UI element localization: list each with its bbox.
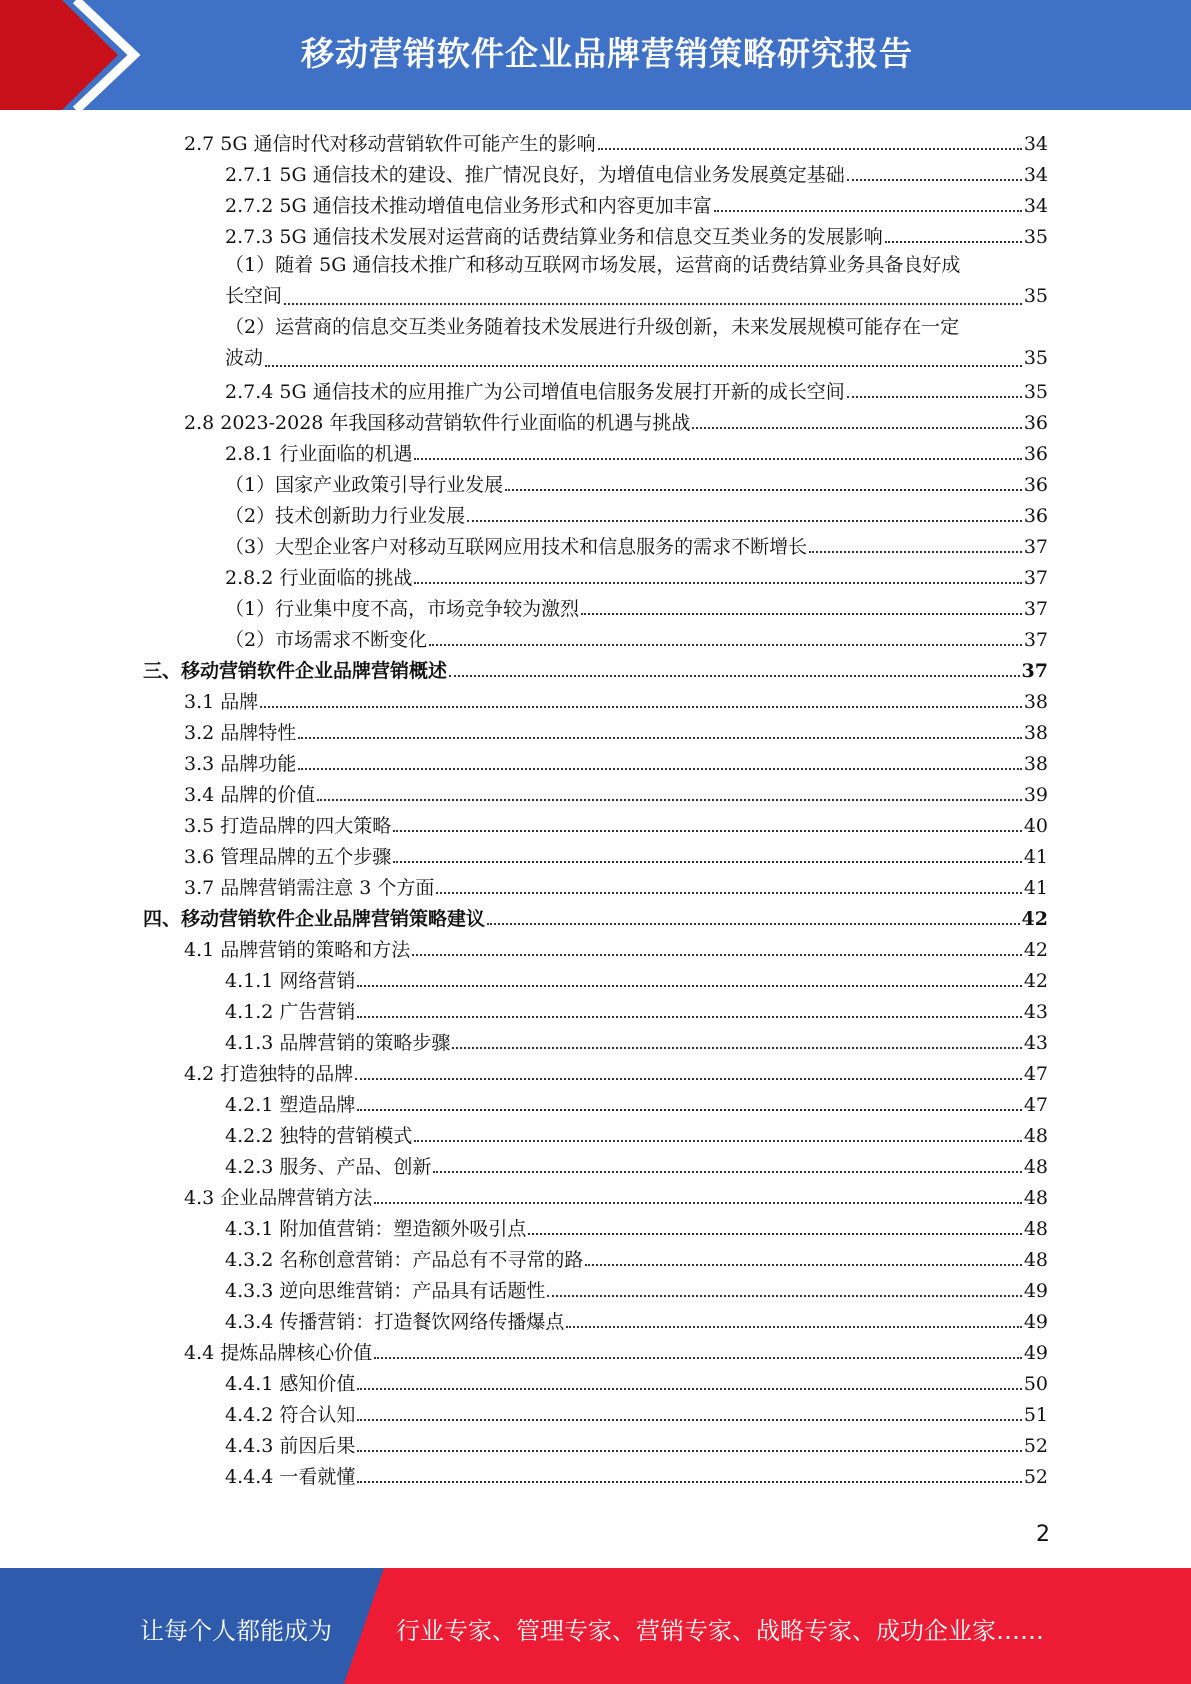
toc-page-number: 41: [1023, 846, 1048, 868]
toc-entry-label: 4.4.4 一看就懂: [225, 1466, 356, 1488]
toc-page-number: 36: [1023, 412, 1048, 434]
toc-leader: [547, 1294, 1021, 1297]
toc-entry-label: 3.4 品牌的价值: [184, 784, 316, 806]
toc-entry-label: 4.2.1 塑造品牌: [225, 1094, 356, 1116]
toc-entry[interactable]: [225, 1087, 1048, 1118]
toc-entry[interactable]: [225, 374, 1048, 405]
toc-page-number: 35: [1023, 381, 1048, 403]
toc-leader: [487, 922, 1020, 925]
toc-leader: [581, 612, 1022, 615]
toc-leader: [317, 798, 1022, 801]
toc-entry-label: （2）技术创新助力行业发展: [225, 505, 466, 527]
toc-leader: [429, 643, 1022, 646]
toc-page-number: 48: [1023, 1187, 1048, 1209]
toc-page-number: 52: [1023, 1466, 1048, 1488]
toc-entry[interactable]: [184, 777, 1048, 808]
toc-entry[interactable]: [225, 1428, 1048, 1459]
toc-entry-label: （1）随着 5G 通信技术推广和移动互联网市场发展，运营商的话费结算业务具备良好成: [225, 254, 961, 276]
toc-entry[interactable]: [225, 498, 1048, 529]
toc-entry-label: 3.3 品牌功能: [184, 753, 297, 775]
toc-leader: [357, 1418, 1021, 1421]
toc-page-number: 48: [1023, 1156, 1048, 1178]
toc-page-number: 37: [1021, 660, 1048, 682]
toc-entry-label: 2.7.3 5G 通信技术发展对运营商的话费结算业务和信息交互类业务的发展影响: [225, 226, 883, 248]
toc-leader: [265, 364, 1022, 367]
toc-leader: [452, 1046, 1021, 1049]
toc-entry-label: 4.3.2 名称创意营销：产品总有不寻常的路: [225, 1249, 584, 1271]
toc-entry-label: 四、移动营销软件企业品牌营销策略建议: [143, 908, 486, 930]
toc-leader: [357, 1387, 1021, 1390]
toc-leader: [284, 302, 1022, 305]
toc-entry-label: 4.4.1 感知价值: [225, 1373, 356, 1395]
toc-page-number: 49: [1023, 1342, 1048, 1364]
toc-entry[interactable]: [225, 1459, 1048, 1490]
toc-entry-label: 2.8 2023-2028 年我国移动营销软件行业面临的机遇与挑战: [184, 412, 691, 434]
toc-leader: [714, 209, 1022, 212]
toc-leader: [298, 767, 1022, 770]
toc-entry-label: 3.1 品牌: [184, 691, 259, 713]
toc-leader: [809, 550, 1022, 553]
toc-page-number: 41: [1023, 877, 1048, 899]
toc-entry-label-continued: 波动: [225, 347, 264, 369]
toc-entry[interactable]: [225, 1211, 1048, 1242]
toc-entry[interactable]: [184, 1056, 1048, 1087]
toc-page-number: 36: [1023, 474, 1048, 496]
toc-entry[interactable]: [225, 1242, 1048, 1273]
toc-entry[interactable]: [225, 560, 1048, 591]
toc-entry[interactable]: [184, 715, 1048, 746]
toc-entry-label: 4.4.2 符合认知: [225, 1404, 356, 1426]
toc-entry-label: 2.8.1 行业面临的机遇: [225, 443, 413, 465]
toc-page-number: 37: [1023, 598, 1048, 620]
toc-page-number: 43: [1023, 1001, 1048, 1023]
toc-entry[interactable]: [225, 467, 1048, 498]
toc-page-number: 38: [1023, 753, 1048, 775]
toc-entry[interactable]: [184, 839, 1048, 870]
toc-leader: [355, 1077, 1022, 1080]
toc-leader: [449, 674, 1020, 677]
toc-entry-label: 2.7.4 5G 通信技术的应用推广为公司增值电信服务发展打开新的成长空间: [225, 381, 845, 403]
toc-leader: [585, 1263, 1021, 1266]
toc-entry[interactable]: [225, 591, 1048, 622]
toc-entry-label: 4.3.1 附加值营销：塑造额外吸引点: [225, 1218, 527, 1240]
toc-page-number: 47: [1023, 1094, 1048, 1116]
toc-leader: [436, 891, 1021, 894]
toc-leader: [885, 240, 1022, 243]
toc-chapter-entry[interactable]: [143, 653, 1048, 684]
toc-page-number: 35: [1023, 347, 1048, 369]
toc-entry[interactable]: [184, 870, 1048, 901]
toc-page-number: 49: [1023, 1311, 1048, 1333]
toc-page-number: 36: [1023, 443, 1048, 465]
toc-leader: [357, 1480, 1021, 1483]
toc-entry[interactable]: [225, 622, 1048, 653]
toc-entry[interactable]: [225, 1304, 1048, 1335]
toc-entry[interactable]: [225, 994, 1048, 1025]
toc-page-number: 36: [1023, 505, 1048, 527]
toc-entry-label: 4.3 企业品牌营销方法: [184, 1187, 373, 1209]
toc-entry[interactable]: [225, 1273, 1048, 1304]
toc-entry[interactable]: [184, 808, 1048, 839]
toc-page-number: 37: [1023, 567, 1048, 589]
toc-page-number: 42: [1023, 939, 1048, 961]
footer-slogan-right: 行业专家、管理专家、营销专家、战略专家、成功企业家……: [396, 1617, 1044, 1645]
toc-page-number: 38: [1023, 722, 1048, 744]
toc-leader: [374, 1356, 1022, 1359]
toc-leader: [414, 581, 1021, 584]
toc-entry[interactable]: [225, 529, 1048, 560]
toc-entry-label: 4.3.4 传播营销：打造餐饮网络传播爆点: [225, 1311, 565, 1333]
toc-page-number: 47: [1023, 1063, 1048, 1085]
toc-leader: [414, 457, 1021, 460]
toc-entry[interactable]: [225, 157, 1048, 188]
toc-entry-label: 4.1.3 品牌营销的策略步骤: [225, 1032, 451, 1054]
toc-entry[interactable]: [225, 436, 1048, 467]
toc-leader: [298, 736, 1022, 739]
toc-entry-label: 2.7.1 5G 通信技术的建设、推广情况良好，为增值电信业务发展奠定基础: [225, 164, 845, 186]
toc-leader: [260, 705, 1022, 708]
toc-leader: [393, 829, 1022, 832]
toc-entry-label: 3.7 品牌营销需注意 3 个方面: [184, 877, 435, 899]
toc-leader: [598, 147, 1022, 150]
toc-entry[interactable]: [225, 250, 1048, 312]
page-number: 2: [1036, 1522, 1050, 1547]
toc-page-number: 42: [1021, 908, 1048, 930]
toc-leader: [847, 395, 1022, 398]
toc-entry[interactable]: [184, 684, 1048, 715]
toc-page-number: 39: [1023, 784, 1048, 806]
toc-page-number: 34: [1023, 195, 1048, 217]
toc-entry-label: 4.1 品牌营销的策略和方法: [184, 939, 411, 961]
toc-leader: [357, 984, 1021, 987]
toc-page-number: 50: [1023, 1373, 1048, 1395]
footer-slogan-left: 让每个人都能成为: [140, 1617, 332, 1645]
toc-leader: [357, 1015, 1021, 1018]
toc-leader: [505, 488, 1022, 491]
toc-page-number: 35: [1023, 285, 1048, 307]
toc-entry[interactable]: [225, 219, 1048, 250]
toc-entry-label: （2）市场需求不断变化: [225, 629, 428, 651]
toc-entry-label: （2）运营商的信息交互类业务随着技术发展进行升级创新，未来发展规模可能存在一定: [225, 316, 960, 338]
toc-entry-label: 3.6 管理品牌的五个步骤: [184, 846, 392, 868]
toc-entry[interactable]: [184, 126, 1048, 157]
page-footer: [0, 1568, 1191, 1684]
toc-page-number: 51: [1023, 1404, 1048, 1426]
toc-entry-label: 2.7.2 5G 通信技术推动增值电信业务形式和内容更加丰富: [225, 195, 712, 217]
toc-chapter-entry[interactable]: [143, 901, 1048, 932]
toc-leader: [467, 519, 1022, 522]
toc-page-number: 48: [1023, 1249, 1048, 1271]
toc-entry-label-continued: 长空间: [225, 285, 283, 307]
toc-page-number: 38: [1023, 691, 1048, 713]
toc-entry-label: 4.2.2 独特的营销模式: [225, 1125, 413, 1147]
toc-leader: [847, 178, 1022, 181]
toc-entry-label: 4.1.1 网络营销: [225, 970, 356, 992]
toc-entry-label: 4.4.3 前因后果: [225, 1435, 356, 1457]
toc-entry-label: 3.5 打造品牌的四大策略: [184, 815, 392, 837]
toc-leader: [566, 1325, 1021, 1328]
toc-leader: [357, 1449, 1021, 1452]
toc-entry[interactable]: [184, 405, 1048, 436]
toc-entry[interactable]: [184, 1180, 1048, 1211]
toc-entry-label: 4.1.2 广告营销: [225, 1001, 356, 1023]
toc-entry[interactable]: [225, 963, 1048, 994]
toc-page-number: 34: [1023, 164, 1048, 186]
toc-page-number: 48: [1023, 1218, 1048, 1240]
toc-leader: [374, 1201, 1022, 1204]
toc-entry-label: 三、移动营销软件企业品牌营销概述: [143, 660, 448, 682]
toc-entry[interactable]: [225, 1366, 1048, 1397]
toc-entry[interactable]: [225, 1118, 1048, 1149]
toc-page-number: 37: [1023, 536, 1048, 558]
toc-page-number: 35: [1023, 226, 1048, 248]
toc-entry-label: （3）大型企业客户对移动互联网应用技术和信息服务的需求不断增长: [225, 536, 808, 558]
toc-entry-label: 4.4 提炼品牌核心价值: [184, 1342, 373, 1364]
toc-entry[interactable]: [225, 1149, 1048, 1180]
toc-entry[interactable]: [184, 932, 1048, 963]
toc-entry[interactable]: [225, 1397, 1048, 1428]
toc-entry-label: （1）国家产业政策引导行业发展: [225, 474, 504, 496]
toc-entry-label: 3.2 品牌特性: [184, 722, 297, 744]
toc-page-number: 52: [1023, 1435, 1048, 1457]
toc-page-number: 40: [1023, 815, 1048, 837]
toc-page-number: 34: [1023, 133, 1048, 155]
page-header: [0, 0, 1191, 110]
toc-page-number: 37: [1023, 629, 1048, 651]
toc-leader: [433, 1170, 1021, 1173]
toc-leader: [412, 953, 1022, 956]
toc-entry-label: 4.3.3 逆向思维营销：产品具有话题性: [225, 1280, 546, 1302]
toc-entry-label: 4.2 打造独特的品牌: [184, 1063, 354, 1085]
toc-entry[interactable]: [225, 312, 1048, 374]
toc-leader: [393, 860, 1022, 863]
toc-entry-label: （1）行业集中度不高，市场竞争较为激烈: [225, 598, 580, 620]
toc-leader: [414, 1139, 1021, 1142]
toc-leader: [692, 426, 1021, 429]
toc-entry-label: 2.8.2 行业面临的挑战: [225, 567, 413, 589]
toc-entry-label: 4.2.3 服务、产品、创新: [225, 1156, 432, 1178]
toc-page-number: 43: [1023, 1032, 1048, 1054]
toc-leader: [528, 1232, 1021, 1235]
toc-entry[interactable]: [184, 1335, 1048, 1366]
toc-entry[interactable]: [184, 746, 1048, 777]
document-title: 移动营销软件企业品牌营销策略研究报告: [301, 34, 913, 73]
toc-page-number: 48: [1023, 1125, 1048, 1147]
toc-leader: [357, 1108, 1021, 1111]
toc-entry[interactable]: [225, 188, 1048, 219]
toc-page-number: 49: [1023, 1280, 1048, 1302]
toc-entry-label: 2.7 5G 通信时代对移动营销软件可能产生的影响: [184, 133, 596, 155]
toc-entry[interactable]: [225, 1025, 1048, 1056]
toc-page-number: 42: [1023, 970, 1048, 992]
